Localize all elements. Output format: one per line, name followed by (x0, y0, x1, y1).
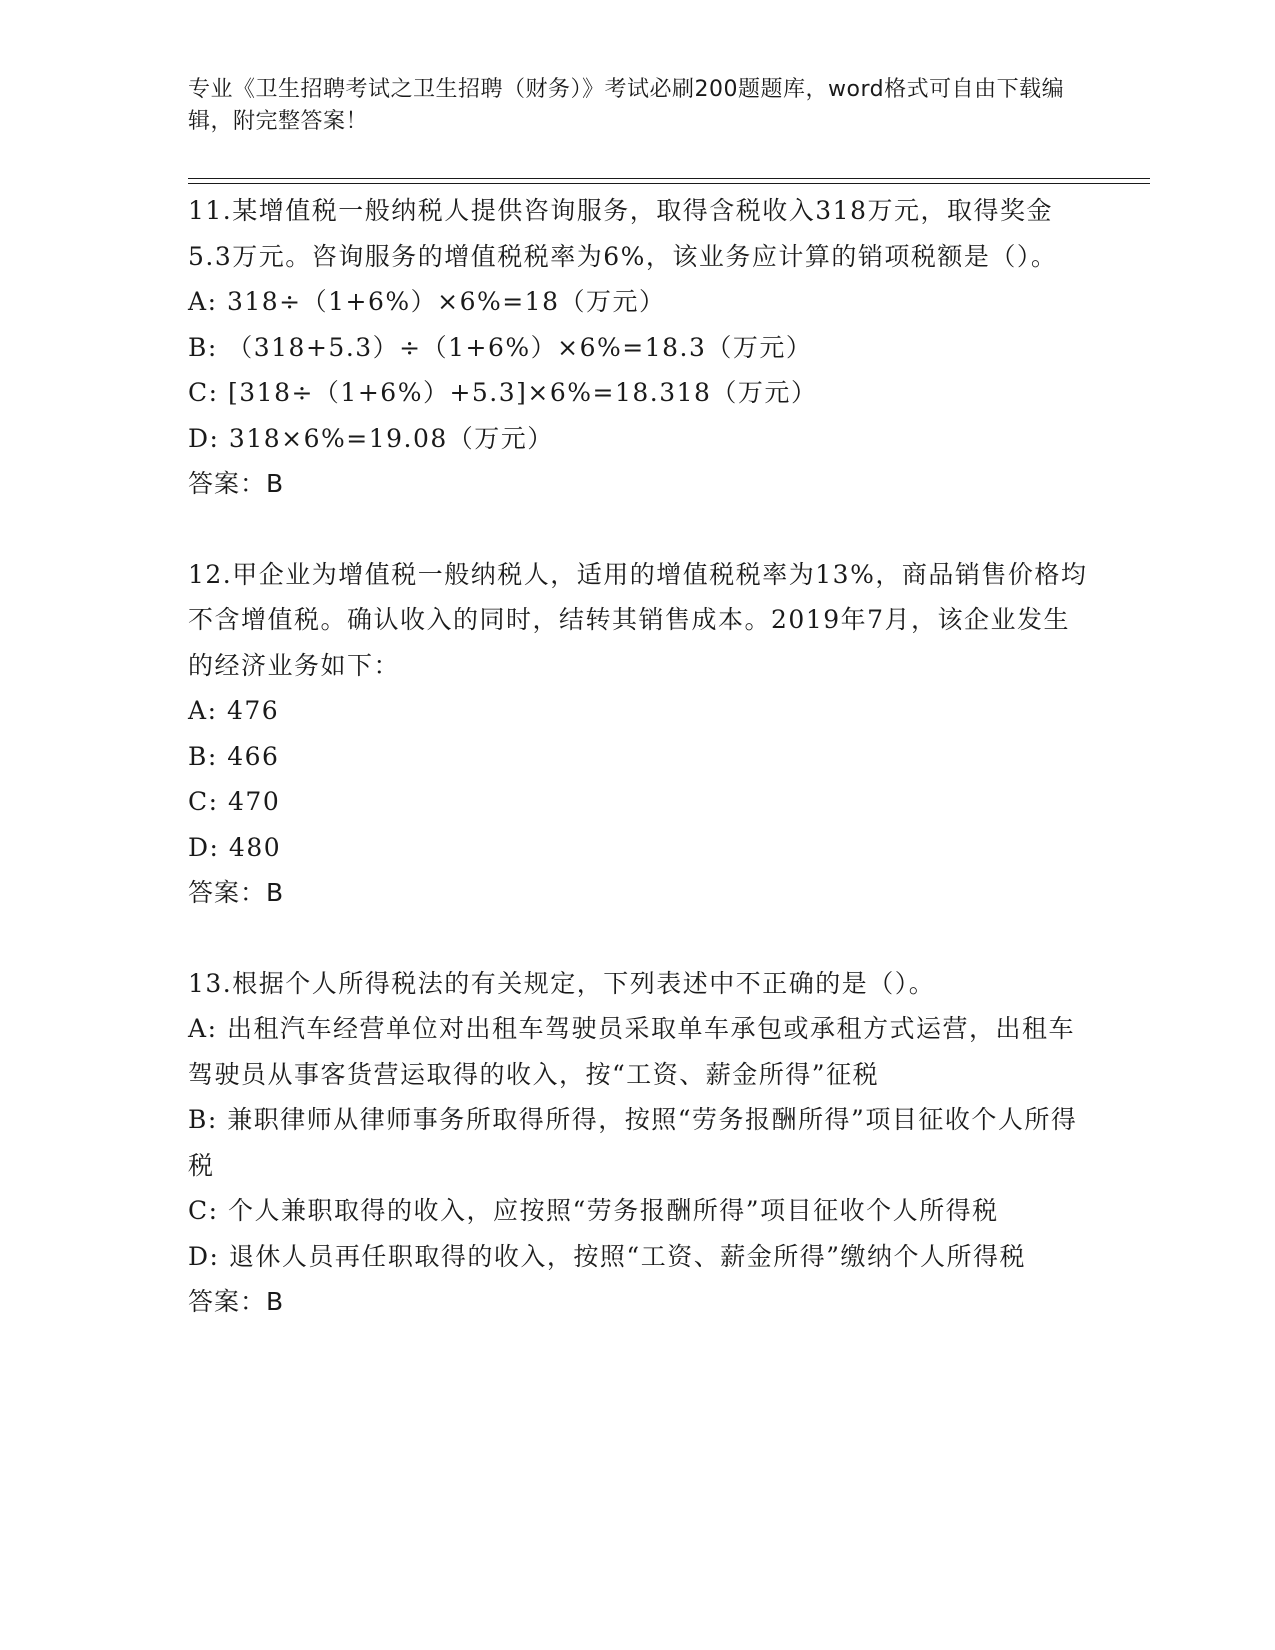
answer-line (188, 1279, 1088, 1325)
option-a: A: 出租汽车经营单位对出租车驾驶员采取单车承包或承租方式运营，出租车驾驶员从事客货营运取得的收入，按“工资、薪金所得”征税 (188, 1014, 1075, 1089)
option-text: 480 (228, 832, 282, 862)
option-b: B: 兼职律师从律师事务所取得所得，按照“劳务报酬所得”项目征收个人所得税 (188, 1105, 1078, 1180)
answer-label: 答案： (188, 1287, 267, 1316)
option-c: C: [318÷（1+6%）+5.3]×6%=18.318（万元） (188, 378, 818, 407)
question-spacer (188, 916, 1088, 961)
option-text: [318÷（1+6%）+5.3]×6%=18.318（万元） (228, 378, 818, 407)
option-letter: D (188, 832, 210, 862)
option-a: A: 476 (188, 696, 280, 725)
option-a: A: 318÷（1+6%）×6%=18（万元） (188, 287, 666, 316)
option-text: 个人兼职取得的收入，应按照“劳务报酬所得”项目征收个人所得税 (228, 1196, 999, 1225)
option-letter: B (188, 332, 208, 362)
question-13 (188, 961, 1088, 1325)
option-text: 退休人员再任职取得的收入，按照“工资、薪金所得”缴纳个人所得税 (228, 1241, 1026, 1271)
question-stem: 12.甲企业为增值税一般纳税人，适用的增值税税率为13%，商品销售价格均不含增值税。确认收入的同时，结转其销售成本。2019年7月，该企业发生的经济业务如下： (188, 559, 1088, 680)
option-d: D: 318×6%=19.08（万元） (188, 423, 554, 453)
question-stem: 13.根据个人所得税法的有关规定，下列表述中不正确的是（）。 (188, 968, 936, 998)
option-letter: A (188, 696, 208, 725)
option-text: 出租汽车经营单位对出租车驾驶员采取单车承包或承租方式运营，出租车驾驶员从事客货营运取得的收入，按“工资、薪金所得”征税 (188, 1014, 1075, 1089)
option-c: C: 个人兼职取得的收入，应按照“劳务报酬所得”项目征收个人所得税 (188, 1196, 999, 1225)
option-text: 476 (226, 696, 280, 725)
answer-line (188, 461, 1088, 507)
option-b: B: 466 (188, 741, 280, 771)
option-d: D: 480 (188, 832, 282, 862)
question-list (188, 188, 1088, 1325)
answer-line (188, 870, 1088, 916)
option-letter: B (188, 741, 208, 771)
option-text: 318×6%=19.08（万元） (228, 423, 554, 453)
option-text: （318+5.3）÷（1+6%）×6%=18.3（万元） (227, 332, 813, 362)
option-letter: A (188, 1014, 208, 1043)
option-text: 466 (227, 741, 280, 771)
option-b: B: （318+5.3）÷（1+6%）×6%=18.3（万元） (188, 332, 813, 362)
answer-value: B (266, 878, 285, 907)
answer-label: 答案： (188, 878, 267, 907)
option-letter: B (188, 1105, 208, 1134)
option-letter: D (188, 1241, 210, 1271)
option-text: 318÷（1+6%）×6%=18（万元） (226, 287, 666, 316)
document-header: 专业《卫生招聘考试之卫生招聘（财务）》考试必刷200题题库，word格式可自由下载编辑，附完整答案！ (188, 77, 1065, 134)
question-spacer (188, 507, 1088, 552)
answer-value: B (266, 1287, 285, 1316)
question-11 (188, 188, 1088, 507)
option-c: C: 470 (188, 787, 281, 816)
option-letter: A (188, 287, 208, 316)
option-letter: D (188, 423, 210, 453)
option-text: 兼职律师从律师事务所取得所得，按照“劳务报酬所得”项目征收个人所得税 (188, 1105, 1078, 1180)
option-letter: C (188, 787, 209, 816)
header-divider-bottom (188, 183, 1150, 184)
question-stem: 11.某增值税一般纳税人提供咨询服务，取得含税收入318万元，取得奖金5.3万元。咨询服务的增值税税率为6%，该业务应计算的销项税额是（）。 (188, 196, 1058, 271)
option-letter: C (188, 1196, 209, 1225)
option-letter: C (188, 378, 209, 407)
question-12 (188, 552, 1088, 916)
answer-label: 答案： (188, 469, 267, 498)
header-divider-top (188, 178, 1150, 179)
option-d: D: 退休人员再任职取得的收入，按照“工资、薪金所得”缴纳个人所得税 (188, 1241, 1026, 1271)
answer-value: B (266, 469, 285, 498)
option-text: 470 (228, 787, 281, 816)
